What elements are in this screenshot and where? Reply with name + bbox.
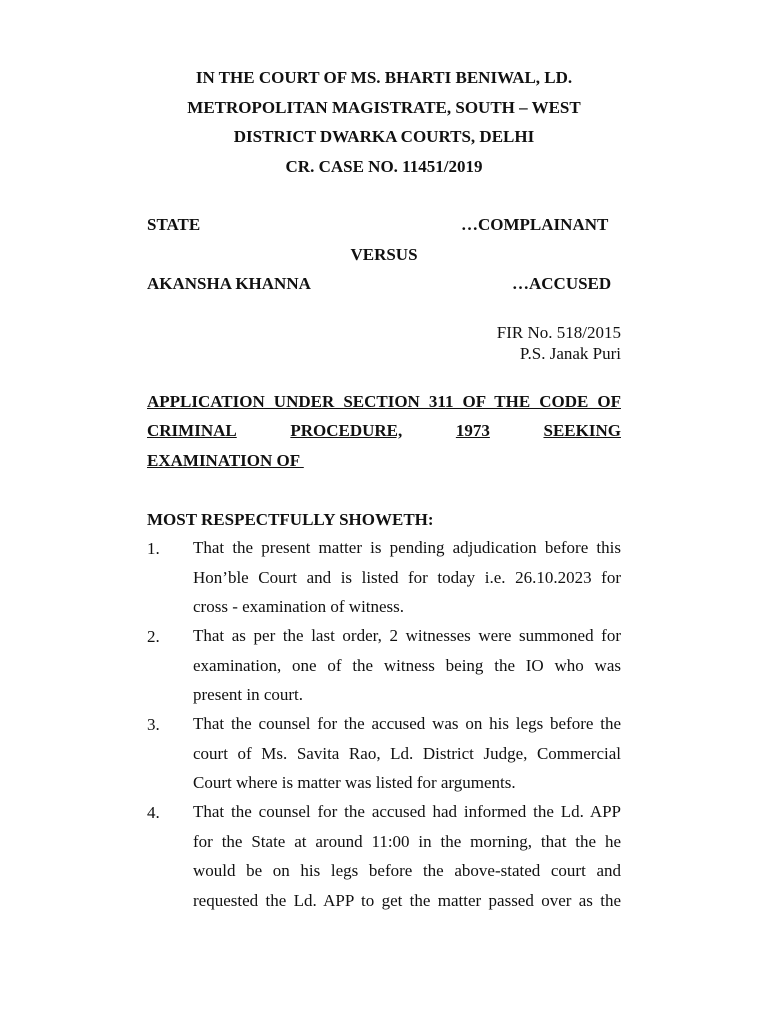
paragraph-line: would be on his legs before the above-stated court and xyxy=(193,861,621,880)
title-word: 1973 xyxy=(455,421,490,440)
court-heading-line-2: METROPOLITAN MAGISTRATE, SOUTH – WEST xyxy=(187,98,581,117)
application-title-line-3-text: EXAMINATION OF xyxy=(147,451,300,470)
application-title-line-2 xyxy=(147,421,621,441)
accused-name: AKANSHA KHANNA xyxy=(147,274,311,293)
accused-role: …ACCUSED xyxy=(512,274,612,293)
paragraph-line: examination, one of the witness being the IO who was xyxy=(193,655,621,675)
paragraph-1 xyxy=(193,533,621,622)
complainant-role: …COMPLAINANT xyxy=(461,215,609,234)
paragraph-line: for the State at around 11:00 in the morning, that the he xyxy=(193,831,621,851)
paragraph-line: present in court. xyxy=(193,685,303,704)
versus-label: VERSUS xyxy=(350,245,418,264)
paragraph-number: 3. xyxy=(147,715,160,734)
paragraph-line: requested the Ld. APP to get the matter passed over as the xyxy=(193,890,621,910)
application-title-line-1: APPLICATION UNDER SECTION 311 OF THE CODE OF xyxy=(147,392,621,411)
title-word: PROCEDURE, xyxy=(290,421,403,440)
paragraph-line: Court where is matter was listed for arguments. xyxy=(193,773,516,792)
paragraph-4 xyxy=(193,797,621,915)
police-station: P.S. Janak Puri xyxy=(519,344,621,363)
paragraph-number: 2. xyxy=(147,627,160,646)
fir-number: FIR No. 518/2015 xyxy=(496,323,621,342)
court-heading-line-3: DISTRICT DWARKA COURTS, DELHI xyxy=(233,127,535,146)
paragraph-number: 1. xyxy=(147,539,160,558)
court-heading-line-1: IN THE COURT OF MS. BHARTI BENIWAL, LD. xyxy=(195,68,573,87)
paragraph-line: Hon’ble Court and is listed for today i.e. 26.10.2023 for xyxy=(193,567,621,587)
complainant-name: STATE xyxy=(147,215,201,234)
paragraph-line: That the counsel for the accused was on his legs before the xyxy=(193,714,621,733)
paragraph-line: That the present matter is pending adjudication before this xyxy=(193,538,621,557)
salutation: MOST RESPECTFULLY SHOWETH: xyxy=(147,510,434,529)
title-word: CRIMINAL xyxy=(147,421,237,440)
paragraph-number: 4. xyxy=(147,803,160,822)
application-title-line-3 xyxy=(147,451,304,471)
paragraph-line: court of Ms. Savita Rao, Ld. District Judge, Commercial xyxy=(193,743,621,763)
paragraph-3 xyxy=(193,709,621,798)
paragraph-line: That the counsel for the accused had informed the Ld. APP xyxy=(193,802,621,821)
paragraph-line: cross - examination of witness. xyxy=(193,597,405,616)
case-number: CR. CASE NO. 11451/2019 xyxy=(285,157,483,176)
title-word: SEEKING xyxy=(543,421,621,440)
paragraph-line: That as per the last order, 2 witnesses were summoned for xyxy=(193,626,621,645)
paragraph-2 xyxy=(193,621,621,710)
